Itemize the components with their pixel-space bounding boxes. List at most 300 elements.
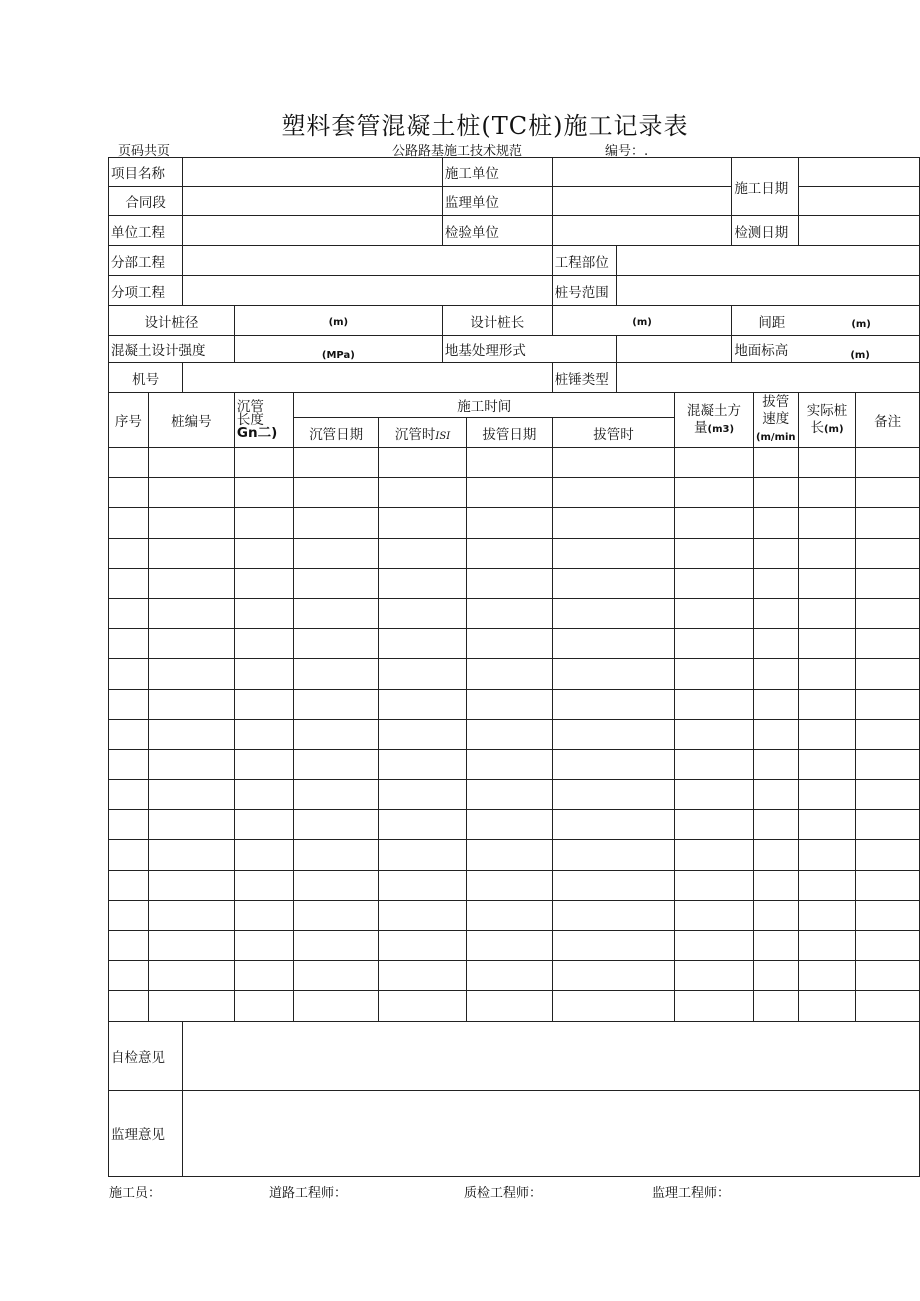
label-self-check: 自检意见	[109, 1021, 183, 1090]
unit-design-diameter: (m)	[328, 316, 349, 328]
cell-pile-no[interactable]	[148, 870, 234, 900]
cell-concrete-volume[interactable]	[675, 538, 753, 568]
cell-pull-speed[interactable]	[753, 840, 798, 870]
cell-actual-length[interactable]	[798, 448, 856, 478]
cell-sink-date[interactable]	[294, 689, 379, 719]
cell-sink-date[interactable]	[294, 749, 379, 779]
cell-pull-date[interactable]	[466, 810, 552, 840]
cell-concrete-volume[interactable]	[675, 931, 753, 961]
table-row	[109, 568, 920, 598]
cell-pull-date[interactable]	[466, 659, 552, 689]
cell-remarks[interactable]	[856, 659, 920, 689]
cell-remarks[interactable]	[856, 749, 920, 779]
cell-sink-length[interactable]	[234, 538, 293, 568]
input-spacing[interactable]	[732, 306, 920, 336]
cell-pull-time[interactable]	[552, 900, 675, 930]
cell-seq[interactable]	[109, 629, 149, 659]
input-construction-date-2[interactable]	[798, 187, 919, 216]
cell-pile-no[interactable]	[148, 719, 234, 749]
cell-sink-time[interactable]	[379, 629, 467, 659]
label-project-name: 项目名称	[109, 158, 183, 187]
record-form	[108, 157, 920, 1177]
cell-pile-no[interactable]	[148, 961, 234, 991]
cell-concrete-volume[interactable]	[675, 689, 753, 719]
input-inspection-date[interactable]	[798, 216, 919, 246]
col-construction-time: 施工时间	[294, 393, 675, 418]
cell-seq[interactable]	[109, 961, 149, 991]
cell-pull-speed[interactable]	[753, 719, 798, 749]
label-inspection-date: 检测日期	[732, 216, 798, 246]
input-unit-project[interactable]	[183, 216, 443, 246]
cell-pile-no[interactable]	[148, 780, 234, 810]
cell-pull-date[interactable]	[466, 629, 552, 659]
cell-pile-no[interactable]	[148, 538, 234, 568]
cell-remarks[interactable]	[856, 719, 920, 749]
page-count: 页码共页	[118, 144, 171, 159]
cell-actual-length[interactable]	[798, 629, 856, 659]
cell-seq[interactable]	[109, 749, 149, 779]
cell-concrete-volume[interactable]	[675, 810, 753, 840]
table-row	[109, 931, 920, 961]
cell-sink-date[interactable]	[294, 991, 379, 1021]
sink-time-suffix: ISI	[435, 430, 451, 442]
cell-sink-length[interactable]	[234, 448, 293, 478]
label-project-part: 工程部位	[552, 246, 616, 276]
cell-sink-date[interactable]	[294, 629, 379, 659]
table-row	[109, 900, 920, 930]
unit-spacing: (m)	[851, 318, 871, 330]
label-spacing: 间距	[758, 314, 786, 331]
table-row	[109, 629, 920, 659]
cell-pull-speed[interactable]	[753, 961, 798, 991]
table-row	[109, 478, 920, 508]
cell-remarks[interactable]	[856, 598, 920, 628]
sig-qc-engineer: 质检工程师：	[464, 1186, 543, 1201]
cell-pull-time[interactable]	[552, 870, 675, 900]
cell-seq[interactable]	[109, 538, 149, 568]
cell-pull-date[interactable]	[466, 749, 552, 779]
label-hammer-type: 桩锤类型	[552, 363, 616, 393]
cell-concrete-volume[interactable]	[675, 629, 753, 659]
cell-pull-speed[interactable]	[753, 538, 798, 568]
actual-length-b: 长	[810, 419, 824, 436]
input-division-project[interactable]	[183, 246, 553, 276]
label-division-project: 分部工程	[109, 246, 183, 276]
cell-sink-time[interactable]	[379, 568, 467, 598]
cell-remarks[interactable]	[856, 870, 920, 900]
cell-seq[interactable]	[109, 991, 149, 1021]
table-row	[109, 961, 920, 991]
cell-seq[interactable]	[109, 689, 149, 719]
cell-pull-time[interactable]	[552, 629, 675, 659]
cell-seq[interactable]	[109, 719, 149, 749]
cell-remarks[interactable]	[856, 448, 920, 478]
cell-sink-length[interactable]	[234, 931, 293, 961]
cell-sink-date[interactable]	[294, 870, 379, 900]
cell-pile-no[interactable]	[148, 840, 234, 870]
concrete-volume-b: 量	[694, 419, 708, 436]
sig-road-engineer: 道路工程师：	[269, 1186, 348, 1201]
cell-sink-date[interactable]	[294, 659, 379, 689]
input-inspection-unit[interactable]	[552, 216, 732, 246]
cell-remarks[interactable]	[856, 840, 920, 870]
input-project-part[interactable]	[617, 246, 920, 276]
cell-remarks[interactable]	[856, 991, 920, 1021]
cell-sink-time[interactable]	[379, 508, 467, 538]
cell-pull-date[interactable]	[466, 448, 552, 478]
cell-seq[interactable]	[109, 810, 149, 840]
cell-pull-speed[interactable]	[753, 508, 798, 538]
cell-concrete-volume[interactable]	[675, 780, 753, 810]
cell-concrete-volume[interactable]	[675, 448, 753, 478]
col-sink-length	[234, 393, 293, 448]
cell-seq[interactable]	[109, 659, 149, 689]
cell-pull-date[interactable]	[466, 780, 552, 810]
sink-length-c: Gn二)	[236, 424, 278, 441]
cell-remarks[interactable]	[856, 780, 920, 810]
cell-pull-time[interactable]	[552, 659, 675, 689]
input-project-name[interactable]	[183, 158, 443, 187]
cell-pull-time[interactable]	[552, 598, 675, 628]
cell-sink-date[interactable]	[294, 598, 379, 628]
label-supervision-opinion: 监理意见	[109, 1090, 183, 1176]
cell-pull-time[interactable]	[552, 478, 675, 508]
table-row	[109, 719, 920, 749]
col-concrete-volume	[675, 393, 753, 448]
label-concrete-strength: 混凝土设计强度	[109, 336, 235, 363]
cell-remarks[interactable]	[856, 508, 920, 538]
cell-pull-speed[interactable]	[753, 689, 798, 719]
input-supervision-opinion[interactable]	[183, 1090, 920, 1176]
cell-sink-time[interactable]	[379, 870, 467, 900]
col-pile-no: 桩编号	[148, 393, 234, 448]
table-row	[109, 840, 920, 870]
label-pile-range: 桩号范围	[552, 276, 616, 306]
sink-length-b: 长度	[236, 411, 264, 428]
cell-pile-no[interactable]	[148, 931, 234, 961]
cell-pull-date[interactable]	[466, 991, 552, 1021]
input-contract-section[interactable]	[183, 187, 443, 216]
table-row	[109, 991, 920, 1021]
input-concrete-strength[interactable]	[234, 336, 442, 363]
cell-pull-time[interactable]	[552, 689, 675, 719]
cell-remarks[interactable]	[856, 689, 920, 719]
cell-concrete-volume[interactable]	[675, 598, 753, 628]
cell-actual-length[interactable]	[798, 689, 856, 719]
cell-pull-date[interactable]	[466, 931, 552, 961]
table-row	[109, 659, 920, 689]
cell-pull-date[interactable]	[466, 568, 552, 598]
cell-actual-length[interactable]	[798, 719, 856, 749]
cell-actual-length[interactable]	[798, 598, 856, 628]
cell-pull-speed[interactable]	[753, 568, 798, 598]
table-row	[109, 538, 920, 568]
cell-actual-length[interactable]	[798, 538, 856, 568]
cell-pull-date[interactable]	[466, 598, 552, 628]
cell-pull-time[interactable]	[552, 780, 675, 810]
cell-pull-time[interactable]	[552, 719, 675, 749]
cell-pull-speed[interactable]	[753, 780, 798, 810]
input-hammer-type[interactable]	[617, 363, 920, 393]
cell-concrete-volume[interactable]	[675, 659, 753, 689]
cell-pull-time[interactable]	[552, 508, 675, 538]
pull-speed-unit: (m/min	[755, 432, 796, 443]
input-self-check[interactable]	[183, 1021, 920, 1090]
col-pull-time: 拔管时	[552, 418, 675, 448]
col-remarks: 备注	[856, 393, 920, 448]
cell-pile-no[interactable]	[148, 448, 234, 478]
cell-actual-length[interactable]	[798, 900, 856, 930]
cell-sink-time[interactable]	[379, 840, 467, 870]
cell-pile-no[interactable]	[148, 689, 234, 719]
cell-remarks[interactable]	[856, 629, 920, 659]
cell-pull-time[interactable]	[552, 448, 675, 478]
col-sink-time	[379, 418, 467, 448]
table-row	[109, 780, 920, 810]
cell-remarks[interactable]	[856, 478, 920, 508]
col-sink-date: 沉管日期	[294, 418, 379, 448]
table-row	[109, 689, 920, 719]
cell-sink-date[interactable]	[294, 931, 379, 961]
label-design-length: 设计桩长	[442, 306, 552, 336]
cell-pull-speed[interactable]	[753, 810, 798, 840]
cell-actual-length[interactable]	[798, 659, 856, 689]
cell-seq[interactable]	[109, 780, 149, 810]
cell-sink-length[interactable]	[234, 508, 293, 538]
cell-pull-date[interactable]	[466, 870, 552, 900]
cell-remarks[interactable]	[856, 538, 920, 568]
cell-pull-date[interactable]	[466, 689, 552, 719]
cell-sink-date[interactable]	[294, 810, 379, 840]
cell-actual-length[interactable]	[798, 931, 856, 961]
cell-pull-date[interactable]	[466, 900, 552, 930]
cell-sink-length[interactable]	[234, 629, 293, 659]
cell-sink-time[interactable]	[379, 780, 467, 810]
cell-sink-time[interactable]	[379, 749, 467, 779]
cell-sink-date[interactable]	[294, 780, 379, 810]
cell-actual-length[interactable]	[798, 780, 856, 810]
cell-actual-length[interactable]	[798, 749, 856, 779]
cell-actual-length[interactable]	[798, 870, 856, 900]
label-subitem-project: 分项工程	[109, 276, 183, 306]
input-pile-range[interactable]	[617, 276, 920, 306]
cell-sink-time[interactable]	[379, 991, 467, 1021]
input-supervision-unit[interactable]	[552, 187, 732, 216]
cell-sink-time[interactable]	[379, 659, 467, 689]
cell-pull-date[interactable]	[466, 478, 552, 508]
col-seq: 序号	[109, 393, 149, 448]
cell-sink-date[interactable]	[294, 508, 379, 538]
cell-pull-speed[interactable]	[753, 659, 798, 689]
cell-sink-length[interactable]	[234, 961, 293, 991]
standard-name: 公路路基施工技术规范	[392, 144, 523, 159]
cell-pull-date[interactable]	[466, 840, 552, 870]
cell-remarks[interactable]	[856, 931, 920, 961]
table-row	[109, 508, 920, 538]
cell-seq[interactable]	[109, 870, 149, 900]
cell-sink-date[interactable]	[294, 719, 379, 749]
input-construction-unit[interactable]	[552, 158, 732, 187]
cell-pile-no[interactable]	[148, 629, 234, 659]
cell-pull-time[interactable]	[552, 568, 675, 598]
cell-actual-length[interactable]	[798, 478, 856, 508]
cell-remarks[interactable]	[856, 810, 920, 840]
unit-concrete-strength: (MPa)	[321, 350, 355, 361]
cell-pull-speed[interactable]	[753, 448, 798, 478]
cell-concrete-volume[interactable]	[675, 749, 753, 779]
table-row	[109, 749, 920, 779]
cell-sink-time[interactable]	[379, 598, 467, 628]
cell-sink-time[interactable]	[379, 719, 467, 749]
label-construction-unit: 施工单位	[442, 158, 552, 187]
cell-concrete-volume[interactable]	[675, 870, 753, 900]
cell-concrete-volume[interactable]	[675, 961, 753, 991]
cell-pull-time[interactable]	[552, 840, 675, 870]
cell-concrete-volume[interactable]	[675, 991, 753, 1021]
cell-pull-time[interactable]	[552, 749, 675, 779]
cell-pull-time[interactable]	[552, 961, 675, 991]
cell-pull-time[interactable]	[552, 810, 675, 840]
cell-pile-no[interactable]	[148, 991, 234, 1021]
sig-supervision-engineer: 监理工程师：	[652, 1186, 731, 1201]
cell-pile-no[interactable]	[148, 659, 234, 689]
cell-sink-date[interactable]	[294, 840, 379, 870]
input-foundation-treatment[interactable]	[617, 336, 732, 363]
cell-pile-no[interactable]	[148, 810, 234, 840]
label-supervision-unit: 监理单位	[442, 187, 552, 216]
cell-concrete-volume[interactable]	[675, 478, 753, 508]
cell-actual-length[interactable]	[798, 568, 856, 598]
cell-concrete-volume[interactable]	[675, 568, 753, 598]
cell-pull-time[interactable]	[552, 538, 675, 568]
table-row	[109, 810, 920, 840]
cell-pull-date[interactable]	[466, 508, 552, 538]
cell-pull-speed[interactable]	[753, 749, 798, 779]
cell-concrete-volume[interactable]	[675, 900, 753, 930]
cell-pull-date[interactable]	[466, 538, 552, 568]
concrete-volume-a: 混凝土方	[687, 402, 742, 419]
cell-sink-length[interactable]	[234, 870, 293, 900]
cell-concrete-volume[interactable]	[675, 840, 753, 870]
unit-design-length: (m)	[632, 316, 652, 328]
cell-sink-date[interactable]	[294, 900, 379, 930]
input-construction-date[interactable]	[798, 158, 919, 187]
input-subitem-project[interactable]	[183, 276, 553, 306]
cell-concrete-volume[interactable]	[675, 508, 753, 538]
cell-actual-length[interactable]	[798, 810, 856, 840]
cell-sink-length[interactable]	[234, 840, 293, 870]
cell-pull-date[interactable]	[466, 719, 552, 749]
cell-sink-length[interactable]	[234, 810, 293, 840]
col-pull-date: 拔管日期	[466, 418, 552, 448]
cell-sink-length[interactable]	[234, 598, 293, 628]
cell-pile-no[interactable]	[148, 508, 234, 538]
label-construction-date: 施工日期	[732, 158, 798, 216]
input-design-length[interactable]	[552, 306, 732, 336]
cell-seq[interactable]	[109, 840, 149, 870]
cell-sink-length[interactable]	[234, 900, 293, 930]
cell-pull-date[interactable]	[466, 961, 552, 991]
cell-pile-no[interactable]	[148, 900, 234, 930]
cell-sink-time[interactable]	[379, 931, 467, 961]
cell-seq[interactable]	[109, 931, 149, 961]
cell-seq[interactable]	[109, 598, 149, 628]
cell-pile-no[interactable]	[148, 598, 234, 628]
cell-sink-time[interactable]	[379, 961, 467, 991]
cell-sink-time[interactable]	[379, 448, 467, 478]
cell-pull-time[interactable]	[552, 991, 675, 1021]
col-pull-speed	[753, 393, 798, 448]
cell-sink-length[interactable]	[234, 689, 293, 719]
cell-sink-length[interactable]	[234, 991, 293, 1021]
cell-remarks[interactable]	[856, 961, 920, 991]
cell-sink-time[interactable]	[379, 689, 467, 719]
cell-pull-speed[interactable]	[753, 991, 798, 1021]
cell-sink-date[interactable]	[294, 538, 379, 568]
cell-pull-speed[interactable]	[753, 629, 798, 659]
cell-sink-time[interactable]	[379, 810, 467, 840]
cell-pile-no[interactable]	[148, 568, 234, 598]
table-row	[109, 870, 920, 900]
cell-sink-date[interactable]	[294, 961, 379, 991]
cell-pile-no[interactable]	[148, 749, 234, 779]
cell-pull-speed[interactable]	[753, 870, 798, 900]
input-ground-elevation[interactable]	[732, 336, 920, 363]
cell-actual-length[interactable]	[798, 508, 856, 538]
cell-seq[interactable]	[109, 568, 149, 598]
cell-pile-no[interactable]	[148, 478, 234, 508]
sig-constructor: 施工员：	[109, 1186, 162, 1201]
cell-remarks[interactable]	[856, 568, 920, 598]
cell-actual-length[interactable]	[798, 840, 856, 870]
cell-pull-speed[interactable]	[753, 900, 798, 930]
cell-remarks[interactable]	[856, 900, 920, 930]
cell-sink-time[interactable]	[379, 538, 467, 568]
cell-sink-time[interactable]	[379, 478, 467, 508]
actual-length-a: 实际桩	[806, 402, 848, 419]
cell-sink-date[interactable]	[294, 568, 379, 598]
cell-pull-time[interactable]	[552, 931, 675, 961]
cell-pull-speed[interactable]	[753, 478, 798, 508]
col-actual-length	[798, 393, 856, 448]
sink-time-label: 沉管时	[394, 426, 436, 443]
cell-sink-length[interactable]	[234, 780, 293, 810]
cell-pull-speed[interactable]	[753, 598, 798, 628]
cell-sink-length[interactable]	[234, 478, 293, 508]
cell-sink-time[interactable]	[379, 900, 467, 930]
cell-seq[interactable]	[109, 900, 149, 930]
pull-speed-a: 拔管速度	[762, 394, 790, 427]
cell-sink-length[interactable]	[234, 659, 293, 689]
cell-concrete-volume[interactable]	[675, 719, 753, 749]
cell-actual-length[interactable]	[798, 991, 856, 1021]
cell-seq[interactable]	[109, 478, 149, 508]
cell-sink-date[interactable]	[294, 478, 379, 508]
label-ground-elevation: 地面标高	[734, 343, 789, 359]
input-design-diameter[interactable]	[234, 306, 442, 336]
label-design-diameter: 设计桩径	[109, 306, 235, 336]
form-title: 塑料套管混凝土桩(TC桩)施工记录表	[281, 112, 689, 140]
cell-pull-speed[interactable]	[753, 931, 798, 961]
input-machine-no[interactable]	[183, 363, 553, 393]
cell-actual-length[interactable]	[798, 961, 856, 991]
cell-sink-length[interactable]	[234, 568, 293, 598]
cell-sink-length[interactable]	[234, 719, 293, 749]
cell-sink-date[interactable]	[294, 448, 379, 478]
cell-seq[interactable]	[109, 448, 149, 478]
cell-seq[interactable]	[109, 508, 149, 538]
cell-sink-length[interactable]	[234, 749, 293, 779]
